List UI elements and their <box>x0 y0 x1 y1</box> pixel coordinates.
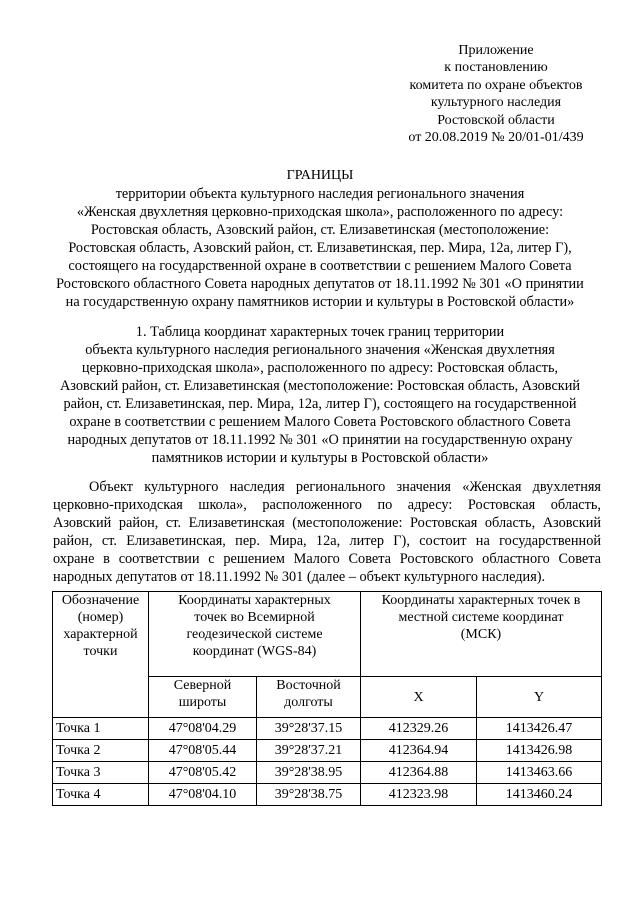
cell-y: 1413426.47 <box>477 718 602 740</box>
cell-point: Точка 4 <box>53 784 149 806</box>
paragraph-line: Объект культурного наследия регионального значения «Женская двухлетняя <box>89 479 601 495</box>
subtitle-line: Ростовского областного Совета народных депутатов от 18.11.1992 № 301 «О принятии <box>56 276 584 292</box>
header-text: долготы <box>284 695 333 710</box>
appendix-line: Приложение <box>458 43 534 58</box>
header-text: Координаты характерных точек в <box>381 593 581 608</box>
document-subtitle <box>40 185 600 311</box>
section-line: охране в соответствии с решением Малого Совета Ростовского областного Совета <box>69 414 571 430</box>
cell-east: 39°28'38.75 <box>257 784 361 806</box>
section-line: 1. Таблица координат характерных точек границ территории <box>135 324 505 340</box>
cell-y: 1413460.24 <box>477 784 602 806</box>
header-text: координат (WGS-84) <box>192 644 317 659</box>
header-text: точки <box>83 644 118 659</box>
paragraph-line: район, ст. Елизаветинская, пер. Мира, 12а, литер Г), состоит на государственной <box>53 533 601 549</box>
header-text: Северной <box>173 678 232 693</box>
paragraph-line: Азовский район, ст. Елизаветинская (местоположение: Ростовская область, Азовский <box>53 515 601 531</box>
cell-north: 47°08'05.42 <box>149 762 257 784</box>
document-title: ГРАНИЦЫ <box>286 168 354 183</box>
appendix-line: к постановлению <box>444 60 548 76</box>
cell-x: 412323.98 <box>361 784 477 806</box>
cell-east: 39°28'37.15 <box>257 718 361 740</box>
section-line: район, ст. Елизаветинская, пер. Мира, 12а, литер Г), состоящего на государственной <box>63 396 577 412</box>
cell-east: 39°28'38.95 <box>257 762 361 784</box>
header-east <box>257 677 361 718</box>
appendix-line: культурного наследия <box>430 95 562 111</box>
subtitle-line: на государственную охрану памятников истории и культуры в Ростовской области» <box>65 294 575 310</box>
header-text: Восточной <box>276 678 341 693</box>
header-text: (номер) <box>77 610 124 625</box>
table-row <box>53 718 602 740</box>
header-point <box>53 592 149 718</box>
header-text: характерной <box>63 627 138 642</box>
cell-y: 1413426.98 <box>477 740 602 762</box>
appendix-line: комитета по охране объектов <box>409 77 583 93</box>
section-line: церковно-приходская школа», расположенного по адресу: Ростовская область, <box>81 360 559 376</box>
cell-north: 47°08'04.29 <box>149 718 257 740</box>
section-line: народных депутатов от 18.11.1992 № 301 «О принятии на государственную охрану <box>67 432 573 448</box>
header-msk <box>361 592 602 677</box>
header-north <box>149 677 257 718</box>
header-text: широты <box>178 695 227 710</box>
coordinates-table <box>52 591 602 806</box>
header-text: (МСК) <box>460 627 502 642</box>
header-text: Координаты характерных <box>178 593 331 608</box>
subtitle-line: территории объекта культурного наследия регионального значения <box>115 186 525 202</box>
cell-east: 39°28'37.21 <box>257 740 361 762</box>
table-row <box>53 762 602 784</box>
cell-north: 47°08'05.44 <box>149 740 257 762</box>
subtitle-line: «Женская двухлетняя церковно-приходская школа», расположенного по адресу: <box>76 204 564 220</box>
paragraph-line: охране в соответствии с решением Малого Совета Ростовского областного Совета <box>53 551 601 567</box>
cell-point: Точка 1 <box>53 718 149 740</box>
cell-x: 412364.88 <box>361 762 477 784</box>
section-line: объекта культурного наследия регионального значения «Женская двухлетняя <box>85 342 555 358</box>
cell-point: Точка 2 <box>53 740 149 762</box>
header-text: местной системе координат <box>398 610 564 625</box>
header-text: Обозначение <box>61 593 140 608</box>
appendix-line: от 20.08.2019 № 20/01-01/439 <box>408 130 584 146</box>
cell-y: 1413463.66 <box>477 762 602 784</box>
header-y: Y <box>477 677 602 718</box>
cell-x: 412329.26 <box>361 718 477 740</box>
paragraph-line: народных депутатов от 18.11.1992 № 301 (далее – объект культурного наследия). <box>53 569 546 585</box>
cell-point: Точка 3 <box>53 762 149 784</box>
header-text: точек во Всемирной <box>194 610 315 625</box>
cell-x: 412364.94 <box>361 740 477 762</box>
table-row <box>53 740 602 762</box>
paragraph-line: церковно-приходская школа», расположенного по адресу: Ростовская область, <box>53 497 601 513</box>
appendix-block <box>396 42 596 146</box>
section-line: Азовский район, ст. Елизаветинская (местоположение: Ростовская область, Азовский <box>59 378 581 394</box>
subtitle-line: состоящего на государственной охране в соответствии с решением Малого Совета <box>68 258 572 274</box>
subtitle-line: Ростовская область, Азовский район, ст. Елизаветинская, пер. Мира, 12а, литер Г), <box>68 240 572 256</box>
section-line: памятников истории и культуры в Ростовской области» <box>151 450 489 466</box>
cell-north: 47°08'04.10 <box>149 784 257 806</box>
section-heading <box>40 323 600 467</box>
appendix-line: Ростовской области <box>437 112 555 128</box>
header-x: X <box>361 677 477 718</box>
table-row <box>53 784 602 806</box>
header-text: геодезической системе <box>186 627 323 642</box>
subtitle-line: Ростовская область, Азовский район, ст. Елизаветинская (местоположение: <box>90 222 550 238</box>
header-wgs84 <box>149 592 361 677</box>
object-paragraph <box>53 478 601 586</box>
